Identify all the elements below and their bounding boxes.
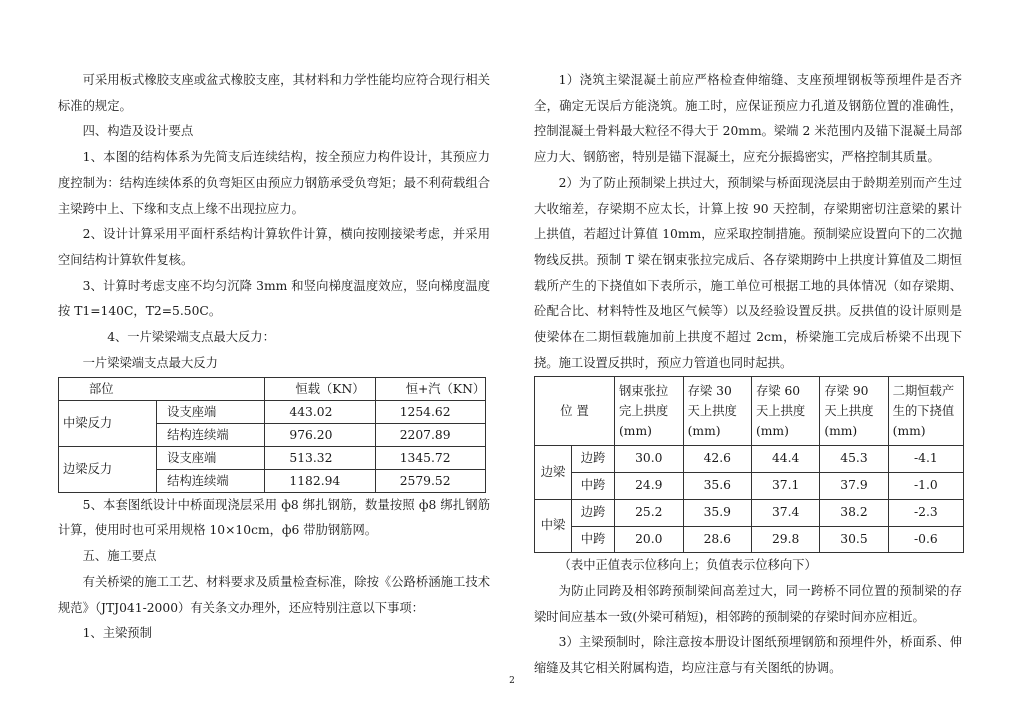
header-cell: 部位: [59, 377, 265, 400]
row-label: 设支座端: [157, 400, 265, 423]
row-label: 边跨: [572, 446, 615, 473]
paragraph: 3）主梁预制时，除注意按本册设计图纸预埋钢筋和预埋件外，桥面系、伸缩缝及其它相关附属构造，均应注意与有关图纸的协调。: [534, 635, 962, 676]
value-cell: 513.32: [265, 446, 375, 469]
value-cell: 25.2: [615, 499, 684, 526]
paragraph: 1）浇筑主梁混凝土前应严格检查伸缩缝、支座预埋钢板等预埋件是否齐全，确定无误后方能浇筑。施工时，应保证预应力孔道及钢筋位置的准确性，控制混凝土骨料最大粒径不得大于 20mm。梁端 2 米范围内及锚下混凝土局部应力大、钢筋密，特别是锚下混凝土，应充分振捣密实，严格控制其质量。: [534, 73, 962, 165]
section-heading: 五、施工要点: [82, 549, 157, 564]
header-cell: 位 置: [535, 377, 615, 446]
value-cell: 30.0: [615, 446, 684, 473]
paragraph: 5、本套图纸设计中桥面现浇层采用 ф8 绑扎钢筋，数量按照 ф8 绑扎钢筋计算，使用时也可采用规格 10×10cm，ф6 带肋钢筋网。: [58, 497, 490, 538]
value-cell: 2579.52: [375, 469, 485, 492]
table-row: [59, 446, 486, 469]
header-cell: 钢束张拉完上拱度(mm): [615, 377, 684, 446]
group-cell: 边梁反力: [59, 446, 157, 492]
table-row: [59, 400, 486, 423]
value-cell: -2.3: [888, 499, 963, 526]
value-cell: 20.0: [615, 526, 684, 553]
value-cell: 37.4: [751, 499, 819, 526]
paragraph: 为防止同跨及相邻跨预制梁间高差过大，同一跨桥不同位置的预制梁的存梁时间应基本一致(外梁可稍短)，相邻跨的预制梁的存梁时间亦应相近。: [534, 583, 962, 624]
value-cell: 35.6: [683, 473, 751, 500]
paragraph: 4、一片梁梁端支点最大反力：: [107, 330, 275, 345]
header-cell: 存梁 30 天上拱度(mm): [683, 377, 751, 446]
table-header-row: [59, 377, 486, 400]
value-cell: 1345.72: [375, 446, 485, 469]
paragraph: 3、计算时考虑支座不均匀沉降 3mm 和竖向梯度温度效应，竖向梯度温度按 T1=140C，T2=5.50C。: [58, 278, 490, 319]
table-row: [535, 473, 964, 500]
value-cell: -4.1: [888, 446, 963, 473]
page-number: 2: [509, 676, 515, 686]
right-column: [534, 68, 962, 682]
value-cell: 38.2: [820, 499, 888, 526]
header-cell: 恒载（KN）: [265, 377, 375, 400]
value-cell: 29.8: [751, 526, 819, 553]
paragraph: 1、本图的结构体系为先简支后连续结构，按全预应力构件设计，其预应力度控制为：结构连续体系的负弯矩区由预应力钢筋承受负弯矩；最不利荷载组合主梁跨中上、下缘和支点上缘不出现拉应力。: [58, 150, 490, 216]
left-column: [58, 68, 490, 647]
reaction-table: [58, 377, 486, 493]
table-row: [535, 446, 964, 473]
camber-table: [534, 376, 964, 553]
row-label: 中跨: [572, 473, 615, 500]
row-label: 边跨: [572, 499, 615, 526]
value-cell: 2207.89: [375, 423, 485, 446]
table-caption: 一片梁梁端支点最大反力: [82, 355, 218, 370]
value-cell: 976.20: [265, 423, 375, 446]
value-cell: 44.4: [751, 446, 819, 473]
header-cell: 恒+汽（KN）: [375, 377, 485, 400]
paragraph: 2）为了防止预制梁上拱过大，预制梁与桥面现浇层由于龄期差别而产生过大收缩差，存梁期不应太长，计算上按 90 天控制，存梁期密切注意梁的累计上拱值，若超过计算值 10mm，应采取控制措施。预制梁应设置向下的二次抛物线反拱。预制 T 梁在钢束张拉完成后、各存梁期跨中上拱度计算值及二期恒载所产生的下挠值如下表所示，施工单位可根据工地的具体情况（如存梁期、砼配合比、材料特性及地区气候等）以及经验设置反拱。反拱值的设计原则是使梁体在二期恒载施加前上拱度不超过 2cm，桥梁施工完成后桥梁不出现下挠。施工设置反拱时，预应力管道也同时起拱。: [534, 175, 962, 370]
value-cell: 24.9: [615, 473, 684, 500]
value-cell: -1.0: [888, 473, 963, 500]
value-cell: 1254.62: [375, 400, 485, 423]
table-note: （表中正值表示位移向上；负值表示位移向下）: [558, 558, 817, 573]
paragraph: 1、主梁预制: [82, 626, 152, 641]
header-cell: 存梁 90 天上拱度(mm): [820, 377, 888, 446]
value-cell: 35.9: [683, 499, 751, 526]
value-cell: -0.6: [888, 526, 963, 553]
section-heading: 四、构造及设计要点: [82, 124, 194, 139]
row-label: 结构连续端: [157, 469, 265, 492]
value-cell: 37.9: [820, 473, 888, 500]
header-cell: 二期恒载产生的下挠值(mm): [888, 377, 963, 446]
value-cell: 1182.94: [265, 469, 375, 492]
group-cell: 中梁反力: [59, 400, 157, 446]
table-row: [535, 526, 964, 553]
group-cell: 中梁: [535, 499, 572, 552]
row-label: 结构连续端: [157, 423, 265, 446]
value-cell: 45.3: [820, 446, 888, 473]
value-cell: 42.6: [683, 446, 751, 473]
group-cell: 边梁: [535, 446, 572, 499]
table-row: [535, 499, 964, 526]
paragraph: 2、设计计算采用平面杆系结构计算软件计算，横向按刚接梁考虑，并采用空间结构计算软件复核。: [58, 227, 490, 267]
paragraph: 有关桥梁的施工工艺、材料要求及质量检查标准，除按《公路桥涵施工技术规范》（JTJ041-2000）有关条文办理外，还应特别注意以下事项：: [58, 574, 490, 615]
value-cell: 37.1: [751, 473, 819, 500]
value-cell: 30.5: [820, 526, 888, 553]
value-cell: 28.6: [683, 526, 751, 553]
paragraph: 可采用板式橡胶支座或盆式橡胶支座，其材料和力学性能均应符合现行相关标准的规定。: [58, 73, 490, 113]
row-label: 中跨: [572, 526, 615, 553]
table-header-row: [535, 377, 964, 446]
value-cell: 443.02: [265, 400, 375, 423]
row-label: 设支座端: [157, 446, 265, 469]
header-cell: 存梁 60 天上拱度(mm): [751, 377, 819, 446]
